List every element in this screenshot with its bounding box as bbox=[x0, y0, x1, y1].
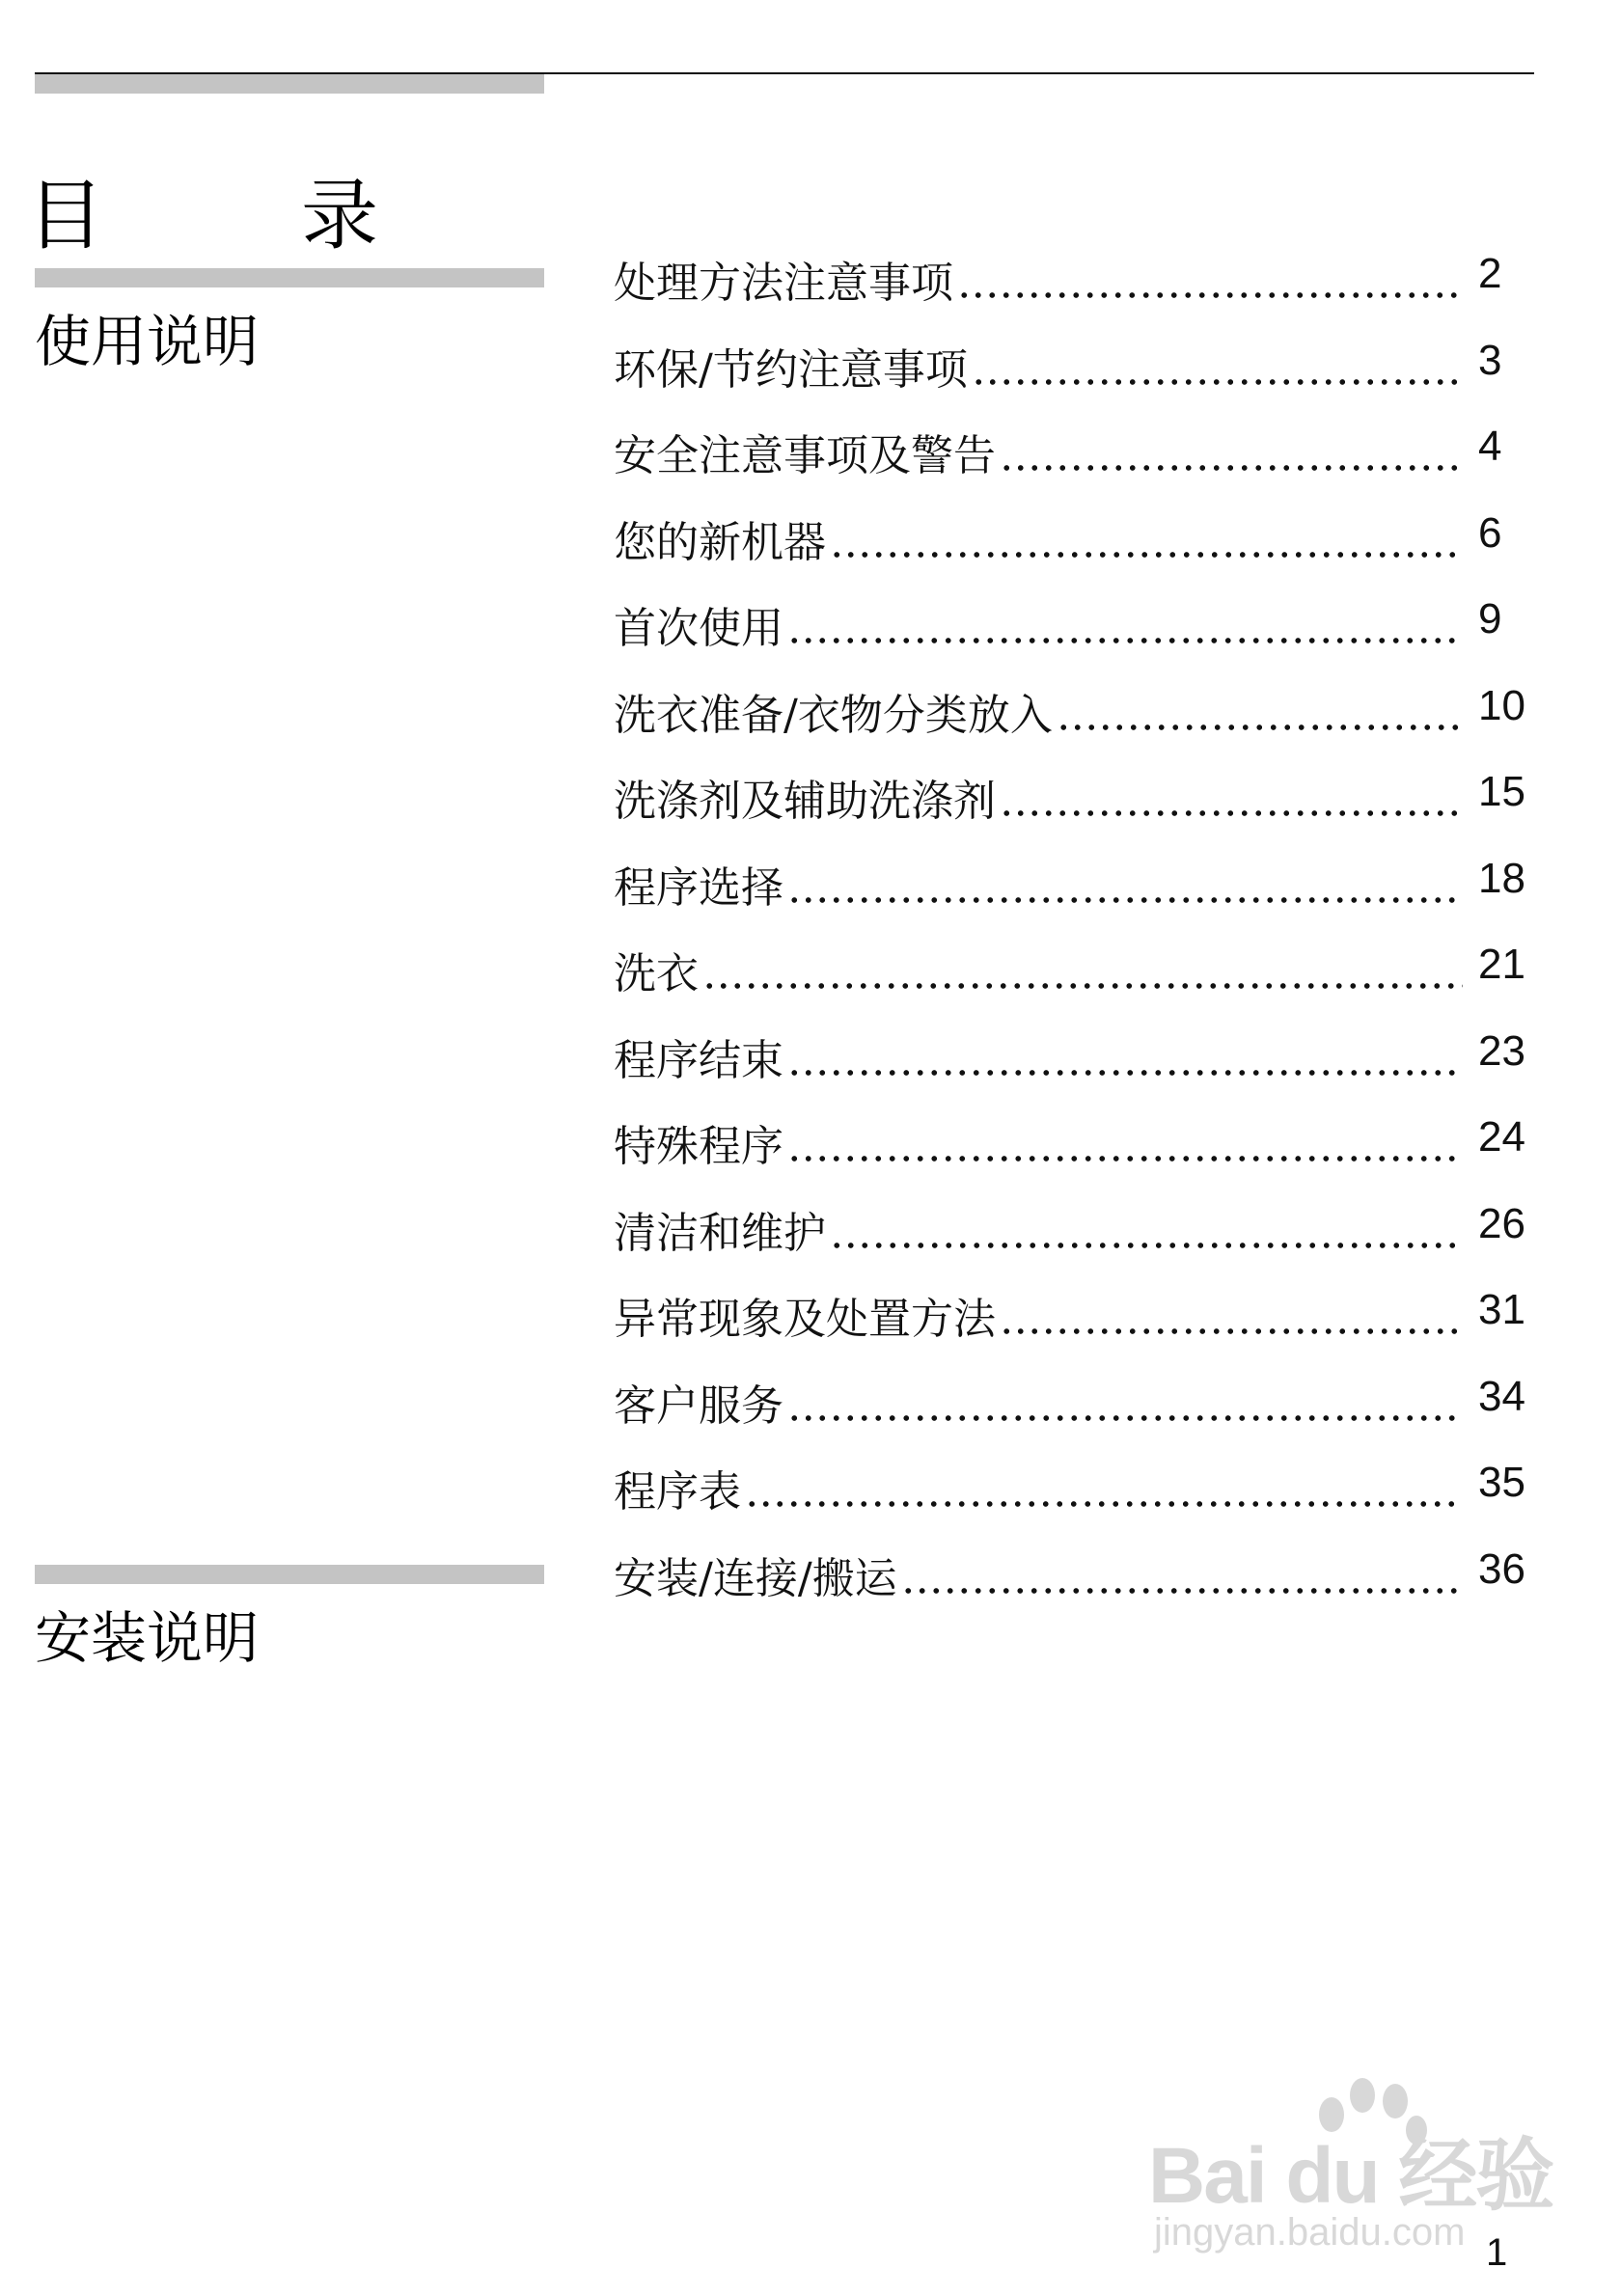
toc-leader-dots bbox=[830, 1242, 1463, 1249]
toc-entry-title: 环保/节约注意事项 bbox=[614, 344, 968, 395]
toc-leader-dots bbox=[972, 378, 1463, 386]
toc-entry-title: 程序结束 bbox=[614, 1035, 783, 1085]
toc-row bbox=[614, 1372, 1530, 1462]
toc-entry bbox=[614, 1548, 1463, 1606]
toc-leader-dots bbox=[787, 1414, 1463, 1422]
toc-entry bbox=[614, 598, 1463, 656]
toc-leader-dots bbox=[830, 551, 1463, 559]
toc-row bbox=[614, 1286, 1530, 1376]
toc-entry bbox=[614, 943, 1463, 1001]
toc-row bbox=[614, 1544, 1530, 1635]
section-title-installation: 安装说明 bbox=[35, 1605, 260, 1671]
toc-row bbox=[614, 681, 1530, 772]
toc-page-number: 10 bbox=[1478, 681, 1525, 729]
toc-row bbox=[614, 595, 1530, 685]
watermark-brand: Bai du 经验 bbox=[1148, 2132, 1553, 2220]
toc-entry-title: 您的新机器 bbox=[614, 517, 826, 567]
toc-leader-dots bbox=[1000, 464, 1463, 472]
toc-entry-title: 安装/连接/搬运 bbox=[614, 1553, 897, 1603]
toc-entry bbox=[614, 512, 1463, 570]
toc-row bbox=[614, 1459, 1530, 1548]
toc-entry bbox=[614, 340, 1463, 397]
toc-page-number: 2 bbox=[1478, 250, 1502, 297]
toc-entry bbox=[614, 425, 1463, 483]
toc-row bbox=[614, 1026, 1530, 1117]
toc-page-number: 35 bbox=[1478, 1459, 1525, 1506]
toc-leader-dots bbox=[957, 291, 1463, 299]
toc-entry bbox=[614, 1030, 1463, 1088]
toc-page-number: 34 bbox=[1478, 1372, 1525, 1420]
toc-page-number: 26 bbox=[1478, 1199, 1525, 1247]
toc-leader-dots bbox=[787, 1069, 1463, 1077]
toc-entry-title: 程序表 bbox=[614, 1467, 741, 1517]
section-bar-usage bbox=[35, 268, 544, 287]
toc-leader-dots bbox=[787, 1155, 1463, 1162]
toc-entry-title: 特殊程序 bbox=[614, 1122, 783, 1171]
toc-page-number: 23 bbox=[1478, 1026, 1525, 1075]
toc-row bbox=[614, 250, 1530, 340]
toc-leader-dots bbox=[1057, 724, 1463, 731]
toc-entry bbox=[614, 1203, 1463, 1261]
toc-leader-dots bbox=[787, 896, 1463, 904]
toc-leader-dots bbox=[1000, 809, 1463, 817]
toc-entry-title: 异常现象及处置方法 bbox=[614, 1295, 996, 1344]
table-of-contents bbox=[614, 250, 1530, 1634]
page-number: 1 bbox=[1486, 2231, 1508, 2274]
toc-page-number: 3 bbox=[1478, 336, 1502, 384]
toc-row bbox=[614, 854, 1530, 944]
toc-entry-title: 洗衣 bbox=[614, 949, 699, 998]
toc-entry bbox=[614, 1289, 1463, 1347]
toc-page-number: 31 bbox=[1478, 1286, 1525, 1333]
toc-page-number: 6 bbox=[1478, 508, 1502, 557]
toc-leader-dots bbox=[702, 982, 1463, 990]
page-title: 目 录 bbox=[27, 170, 438, 260]
toc-entry bbox=[614, 685, 1463, 743]
toc-row bbox=[614, 943, 1530, 1030]
toc-entry-title: 客户服务 bbox=[614, 1380, 783, 1431]
toc-row bbox=[614, 508, 1530, 599]
title-bar bbox=[35, 74, 544, 94]
toc-entry-title: 洗涤剂及辅助洗涤剂 bbox=[614, 777, 996, 826]
toc-row bbox=[614, 336, 1530, 426]
toc-entry-title: 首次使用 bbox=[614, 604, 783, 653]
watermark-url: jingyan.baidu.com bbox=[1154, 2211, 1466, 2254]
toc-entry bbox=[614, 858, 1463, 916]
toc-page-number: 15 bbox=[1478, 768, 1525, 815]
toc-page-number: 4 bbox=[1478, 423, 1502, 470]
toc-entry bbox=[614, 1462, 1463, 1519]
section-bar-installation bbox=[35, 1565, 544, 1584]
toc-leader-dots bbox=[787, 637, 1463, 644]
toc-leader-dots bbox=[745, 1500, 1463, 1508]
toc-entry-title: 处理方法注意事项 bbox=[614, 259, 953, 308]
toc-entry-title: 程序选择 bbox=[614, 862, 783, 913]
toc-entry bbox=[614, 771, 1463, 829]
toc-page-number: 24 bbox=[1478, 1113, 1525, 1161]
toc-row bbox=[614, 425, 1530, 512]
toc-row bbox=[614, 768, 1530, 858]
toc-leader-dots bbox=[1000, 1327, 1463, 1335]
toc-entry-title: 清洁和维护 bbox=[614, 1208, 826, 1258]
toc-entry-title: 安全注意事项及警告 bbox=[614, 431, 996, 480]
toc-page-number: 18 bbox=[1478, 854, 1525, 902]
toc-leader-dots bbox=[901, 1587, 1463, 1595]
toc-page-number: 9 bbox=[1478, 595, 1502, 642]
toc-entry bbox=[614, 1116, 1463, 1174]
toc-row bbox=[614, 1199, 1530, 1290]
toc-entry bbox=[614, 1376, 1463, 1434]
toc-entry-title: 洗衣准备/衣物分类放入 bbox=[614, 690, 1053, 740]
toc-row bbox=[614, 1113, 1530, 1203]
section-title-usage: 使用说明 bbox=[35, 309, 260, 374]
toc-page-number: 21 bbox=[1478, 941, 1525, 988]
toc-page-number: 36 bbox=[1478, 1544, 1525, 1593]
toc-entry bbox=[614, 253, 1463, 311]
